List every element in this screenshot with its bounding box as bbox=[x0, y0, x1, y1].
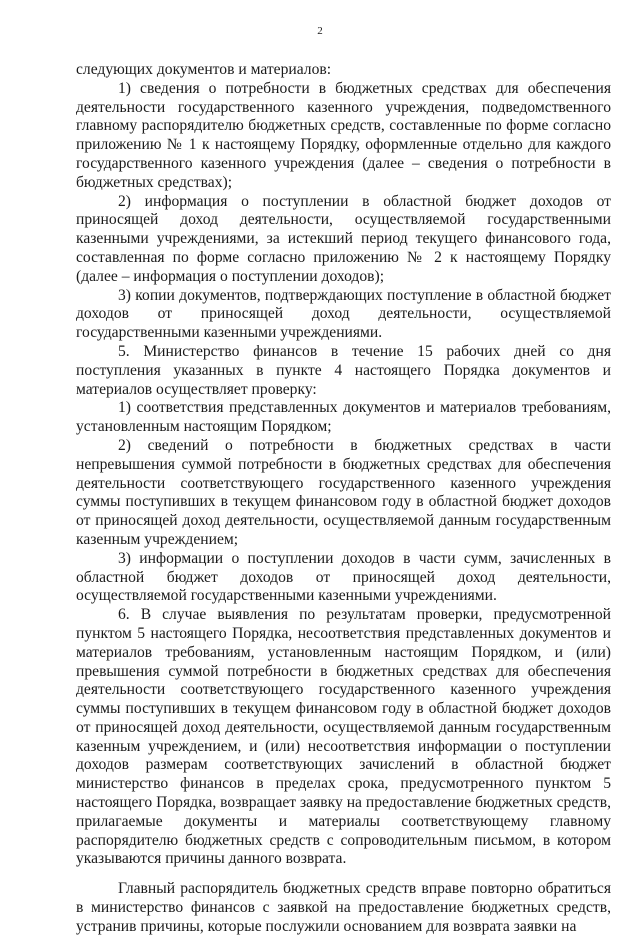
paragraph: 1) сведения о потребности в бюджетных средствах для обеспечения деятельности государственного казенного учреждения, подведомственного главному распорядителю бюджетных средств, составленные по форме согласно приложению № 1 к настоящему Порядку, оформленные отдельно для каждого государственного казенного учреждения (далее – сведения о потребности в бюджетных средствах); bbox=[76, 79, 611, 191]
paragraph: 1) соответствия представленных документов и материалов требованиям, установленным настоящим Порядком; bbox=[76, 399, 611, 436]
paragraph: 2) сведений о потребности в бюджетных средствах в части непревышения суммой потребности в бюджетных средствах для обеспечения деятельности соответствующего государственного казенного учреждения суммы поступивших в текущем финансовом году в областной бюджет доходов от приносящей доход деятельности, осуществляемой данным государственным казенным учреждением; bbox=[76, 436, 611, 548]
paragraph: 2) информация о поступлении в областной бюджет доходов от приносящей доход деятельности, осуществляемой государственными казенными учреждениями, за истекший период текущего финансового года, составленная по форме согласно приложению № 2 к настоящему Порядку (далее – информация о поступлении доходов); bbox=[76, 192, 611, 285]
paragraph: 3) информации о поступлении доходов в части сумм, зачисленных в областной бюджет доходов от приносящей доход деятельности, осуществляемой государственными казенными учреждениями. bbox=[76, 549, 611, 605]
page-number: 2 bbox=[317, 25, 323, 37]
paragraph: 6. В случае выявления по результатам проверки, предусмотренной пунктом 5 настоящего Порядка, несоответствия представленных документов и материалов требованиям, установленным настоящим Порядком, и (или) превышения суммой потребности в бюджетных средствах для обеспечения деятельности соответствующего государственного казенного учреждения суммы поступивших в текущем финансовом году в областной бюджет доходов от приносящей доход деятельности, осуществляемой данным государственным казенным учреждением, и (или) несоответствия информации о поступлении доходов размерам соответствующих зачислений в областной бюджет министерство финансов в пределах срока, предусмотренного пунктом 5 настоящего Порядка, возвращает заявку на предоставление бюджетных средств, прилагаемые документы и материалы соответствующему главному распорядителю бюджетных средств с сопроводительным письмом, в котором указываются причины данного возврата. bbox=[76, 606, 611, 868]
paragraph: следующих документов и материалов: bbox=[76, 61, 332, 78]
paragraph: 3) копии документов, подтверждающих поступление в областной бюджет доходов от приносящей доход деятельности, осуществляемой государственными казенными учреждениями. bbox=[76, 286, 611, 342]
paragraph: Главный распорядитель бюджетных средств вправе повторно обратиться в министерство финансов с заявкой на предоставление бюджетных средств, устранив причины, которые послужили основанием для возврата заявки на bbox=[76, 880, 611, 935]
paragraph: 5. Министерство финансов в течение 15 рабочих дней со дня поступления указанных в пункте 4 настоящего Порядка документов и материалов осуществляет проверку: bbox=[76, 342, 611, 398]
document-body bbox=[76, 61, 611, 937]
